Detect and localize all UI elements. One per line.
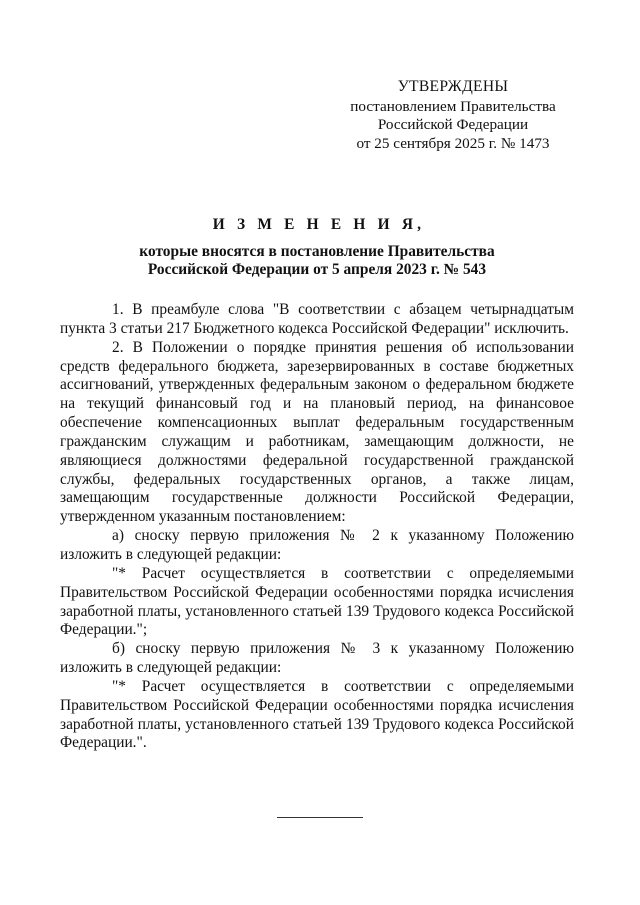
document-subtitle-line-1: которые вносятся в постановление Правительства [139,242,495,260]
paragraph-quote-a: "* Расчет осуществляется в соответствии с определяемыми Правительством Российской Федерации особенностями порядка исчисления заработной платы, установленного статьей 139 Трудового кодекса Российской Федерации."; [60,564,574,639]
document-body [60,301,574,753]
end-separator-line [277,817,363,818]
paragraph-item-2: 2. В Положении о порядке принятия решения об использовании средств федерального бюджета, зарезервированных в составе бюджетных ассигнований, утвержденных федеральным законом о федеральном бюджете на текущий финансовый год и на плановый период, на финансовое обеспечение компенсационных выплат федеральным государственным гражданским служащим и работникам, замещающим должности, не являющиеся должностями федеральной государственной гражданской службы, федеральных государственных органов, а также лицам, замещающим государственные должности Российской Федерации, утвержденном указанным постановлением: [60,338,574,526]
approval-line-1: постановлением Правительства [350,97,556,115]
paragraph-item-1: 1. В преамбуле слова "В соответствии с абзацем четырнадцатым пункта 3 статьи 217 Бюджетного кодекса Российской Федерации" исключить. [60,301,574,337]
approval-line-3: от 25 сентября 2025 г. № 1473 [356,134,550,152]
paragraph-quote-b: "* Расчет осуществляется в соответствии с определяемыми Правительством Российской Федерации особенностями порядка исчисления заработной платы, установленного статьей 139 Трудового кодекса Российской Федерации.". [60,677,574,752]
paragraph-subitem-a: а) сноску первую приложения № 2 к указанному Положению изложить в следующей редакции: [60,527,574,563]
document-title: И З М Е Н Е Н И Я, [212,216,426,233]
approval-line-2: Российской Федерации [377,116,529,133]
approval-stamp [340,78,566,153]
document-title-block [60,216,574,280]
document-subtitle-line-2: Российской Федерации от 5 апреля 2023 г. № 543 [147,261,487,278]
paragraph-subitem-b: б) сноску первую приложения № 3 к указанному Положению изложить в следующей редакции: [60,640,574,677]
approval-heading: УТВЕРЖДЕНЫ [397,78,509,95]
